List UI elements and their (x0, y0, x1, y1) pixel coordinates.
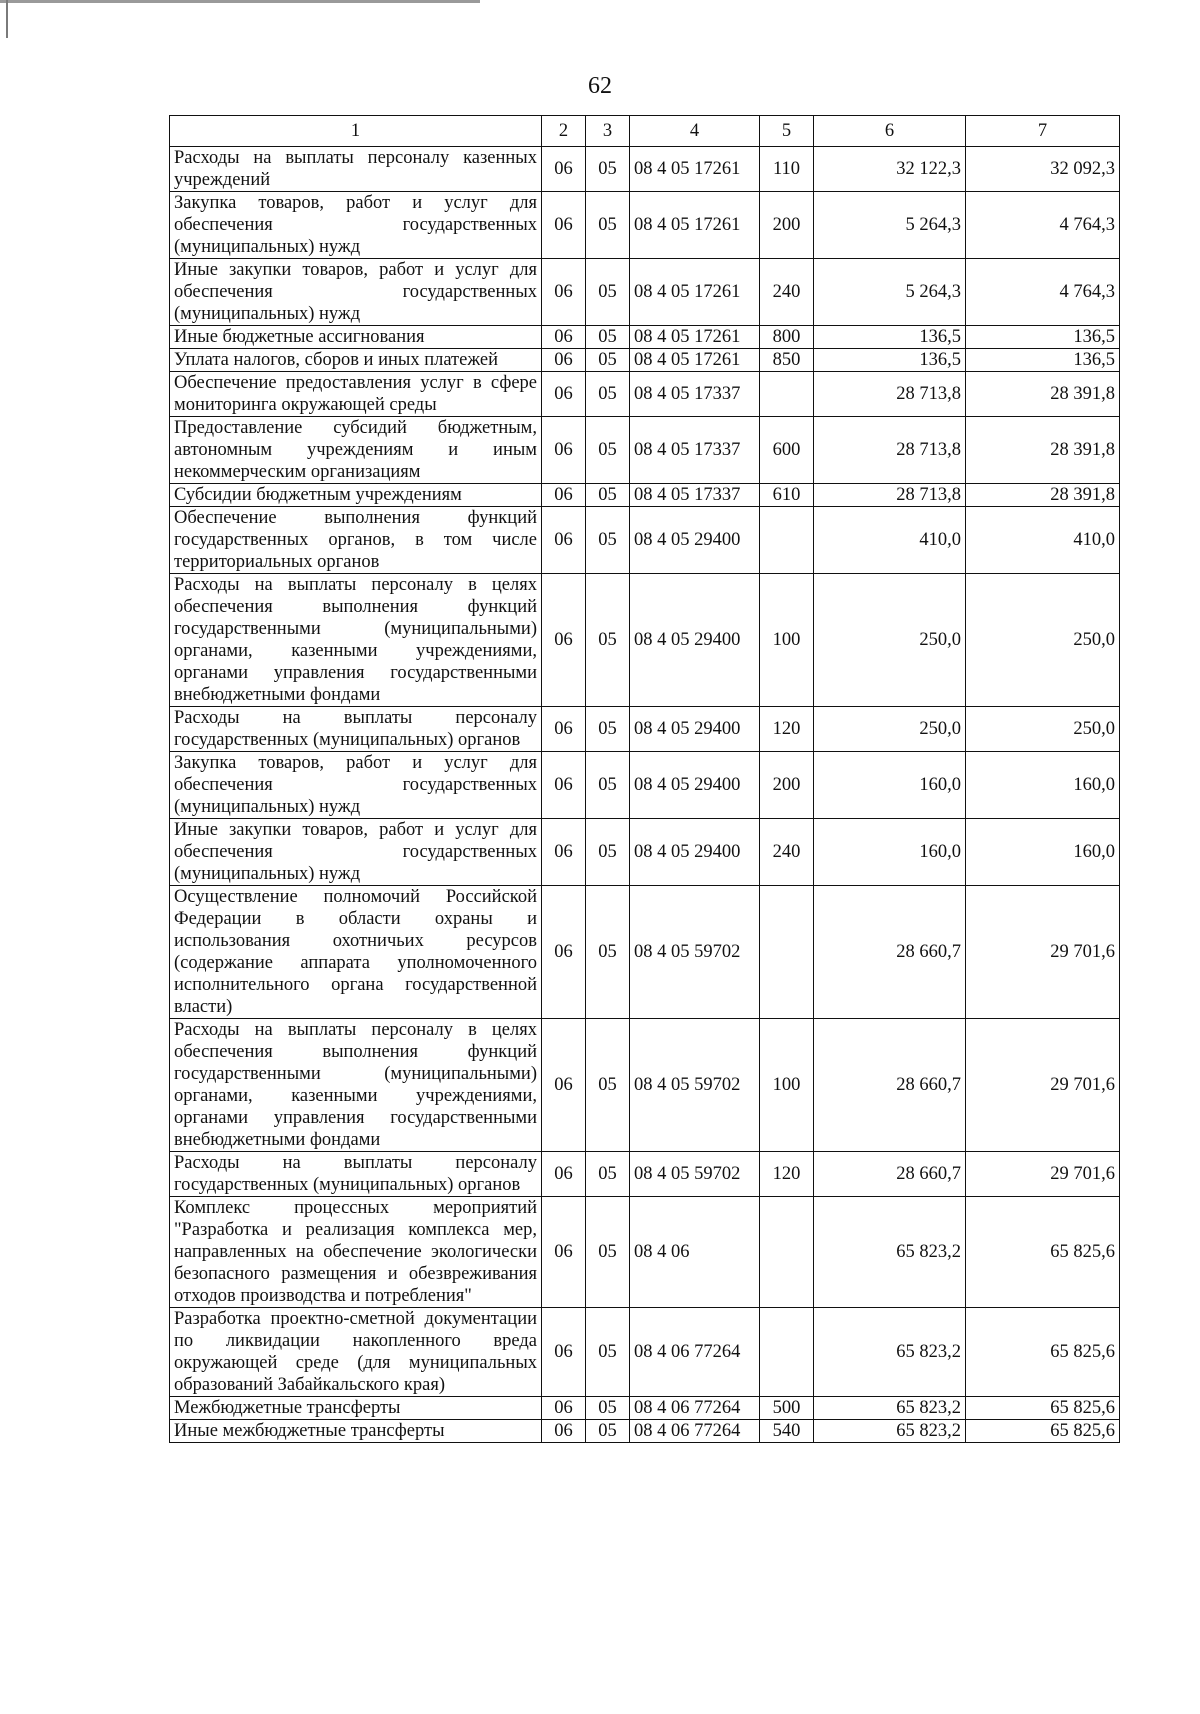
amount-year2-cell: 136,5 (966, 326, 1120, 349)
amount-year2-cell: 4 764,3 (966, 259, 1120, 326)
subsection-code-cell: 05 (586, 192, 630, 259)
table-row (170, 886, 1120, 1019)
expense-type-cell: 110 (760, 147, 814, 192)
subsection-code-cell: 05 (586, 886, 630, 1019)
amount-year2-cell: 136,5 (966, 349, 1120, 372)
target-article-cell: 08 4 05 29400 (630, 507, 760, 574)
row-name-cell: Комплекс процессных мероприятий "Разработка и реализация комплекса мер, направленных на обеспечение экологически безопасного размещения и обезвреживания отходов производства и потребления" (170, 1197, 542, 1308)
amount-year2-cell: 250,0 (966, 707, 1120, 752)
section-code-cell: 06 (542, 507, 586, 574)
section-code-cell: 06 (542, 707, 586, 752)
amount-year2-cell: 65 825,6 (966, 1197, 1120, 1308)
section-code-cell: 06 (542, 372, 586, 417)
target-article-cell: 08 4 05 29400 (630, 707, 760, 752)
amount-year1-cell: 136,5 (814, 349, 966, 372)
table-row (170, 1152, 1120, 1197)
amount-year1-cell: 5 264,3 (814, 192, 966, 259)
expense-type-cell: 850 (760, 349, 814, 372)
amount-year2-cell: 160,0 (966, 752, 1120, 819)
amount-year1-cell: 410,0 (814, 507, 966, 574)
section-code-cell: 06 (542, 1197, 586, 1308)
target-article-cell: 08 4 05 59702 (630, 886, 760, 1019)
expense-type-cell: 100 (760, 574, 814, 707)
expense-type-cell: 100 (760, 1019, 814, 1152)
row-name-cell: Расходы на выплаты персоналу в целях обеспечения выполнения функций государственными (муниципальными) органами, казенными учреждениями, органами управления государственными внебюджетными фондами (170, 574, 542, 707)
target-article-cell: 08 4 05 17337 (630, 484, 760, 507)
section-code-cell: 06 (542, 1420, 586, 1443)
column-header: 7 (966, 116, 1120, 147)
row-name-cell: Разработка проектно-сметной документации по ликвидации накопленного вреда окружающей среде (для муниципальных образований Забайкальского края) (170, 1308, 542, 1397)
row-name-cell: Расходы на выплаты персоналу государственных (муниципальных) органов (170, 1152, 542, 1197)
row-name-cell: Расходы на выплаты персоналу государственных (муниципальных) органов (170, 707, 542, 752)
amount-year2-cell: 160,0 (966, 819, 1120, 886)
page-number: 62 (588, 73, 612, 99)
expense-type-cell: 600 (760, 417, 814, 484)
section-code-cell: 06 (542, 417, 586, 484)
row-name-cell: Закупка товаров, работ и услуг для обеспечения государственных (муниципальных) нужд (170, 192, 542, 259)
amount-year2-cell: 4 764,3 (966, 192, 1120, 259)
amount-year1-cell: 5 264,3 (814, 259, 966, 326)
amount-year1-cell: 250,0 (814, 707, 966, 752)
table-row (170, 574, 1120, 707)
expense-type-cell: 500 (760, 1397, 814, 1420)
subsection-code-cell: 05 (586, 707, 630, 752)
expense-type-cell: 120 (760, 707, 814, 752)
amount-year1-cell: 250,0 (814, 574, 966, 707)
amount-year1-cell: 65 823,2 (814, 1397, 966, 1420)
amount-year1-cell: 65 823,2 (814, 1197, 966, 1308)
target-article-cell: 08 4 06 (630, 1197, 760, 1308)
row-name-cell: Уплата налогов, сборов и иных платежей (170, 349, 542, 372)
amount-year2-cell: 28 391,8 (966, 372, 1120, 417)
subsection-code-cell: 05 (586, 752, 630, 819)
section-code-cell: 06 (542, 484, 586, 507)
section-code-cell: 06 (542, 326, 586, 349)
section-code-cell: 06 (542, 1019, 586, 1152)
subsection-code-cell: 05 (586, 1397, 630, 1420)
amount-year1-cell: 65 823,2 (814, 1420, 966, 1443)
table-row (170, 1420, 1120, 1443)
expense-type-cell (760, 886, 814, 1019)
table-row (170, 1019, 1120, 1152)
target-article-cell: 08 4 05 17261 (630, 147, 760, 192)
amount-year2-cell: 65 825,6 (966, 1420, 1120, 1443)
row-name-cell: Предоставление субсидий бюджетным, автономным учреждениям и иным некоммерческим организациям (170, 417, 542, 484)
table-row (170, 819, 1120, 886)
expense-type-cell (760, 1308, 814, 1397)
expense-type-cell: 610 (760, 484, 814, 507)
expense-type-cell: 540 (760, 1420, 814, 1443)
expense-type-cell: 200 (760, 192, 814, 259)
subsection-code-cell: 05 (586, 1308, 630, 1397)
subsection-code-cell: 05 (586, 1197, 630, 1308)
row-name-cell: Межбюджетные трансферты (170, 1397, 542, 1420)
budget-table (169, 115, 1120, 1443)
column-header: 3 (586, 116, 630, 147)
target-article-cell: 08 4 06 77264 (630, 1420, 760, 1443)
section-code-cell: 06 (542, 819, 586, 886)
column-header: 2 (542, 116, 586, 147)
table-row (170, 1197, 1120, 1308)
amount-year2-cell: 250,0 (966, 574, 1120, 707)
amount-year2-cell: 32 092,3 (966, 147, 1120, 192)
row-name-cell: Иные бюджетные ассигнования (170, 326, 542, 349)
amount-year2-cell: 65 825,6 (966, 1397, 1120, 1420)
section-code-cell: 06 (542, 574, 586, 707)
column-header: 6 (814, 116, 966, 147)
table-row (170, 349, 1120, 372)
expense-type-cell (760, 507, 814, 574)
amount-year1-cell: 28 660,7 (814, 886, 966, 1019)
subsection-code-cell: 05 (586, 507, 630, 574)
expense-type-cell (760, 372, 814, 417)
column-header: 5 (760, 116, 814, 147)
target-article-cell: 08 4 05 17261 (630, 192, 760, 259)
table-body (170, 147, 1120, 1443)
section-code-cell: 06 (542, 886, 586, 1019)
amount-year1-cell: 28 660,7 (814, 1152, 966, 1197)
table-row (170, 147, 1120, 192)
header-row (170, 116, 1120, 147)
subsection-code-cell: 05 (586, 326, 630, 349)
target-article-cell: 08 4 06 77264 (630, 1397, 760, 1420)
row-name-cell: Обеспечение выполнения функций государственных органов, в том числе территориальных органов (170, 507, 542, 574)
scan-edge-top (0, 0, 480, 3)
subsection-code-cell: 05 (586, 574, 630, 707)
subsection-code-cell: 05 (586, 259, 630, 326)
target-article-cell: 08 4 05 17261 (630, 326, 760, 349)
row-name-cell: Расходы на выплаты персоналу казенных учреждений (170, 147, 542, 192)
table-row (170, 372, 1120, 417)
expense-type-cell (760, 1197, 814, 1308)
subsection-code-cell: 05 (586, 349, 630, 372)
table-row (170, 1397, 1120, 1420)
amount-year1-cell: 28 660,7 (814, 1019, 966, 1152)
table-row (170, 1308, 1120, 1397)
table-header (170, 116, 1120, 147)
target-article-cell: 08 4 05 17337 (630, 372, 760, 417)
subsection-code-cell: 05 (586, 372, 630, 417)
amount-year1-cell: 160,0 (814, 819, 966, 886)
row-name-cell: Субсидии бюджетным учреждениям (170, 484, 542, 507)
section-code-cell: 06 (542, 147, 586, 192)
expense-type-cell: 240 (760, 259, 814, 326)
table-row (170, 484, 1120, 507)
section-code-cell: 06 (542, 349, 586, 372)
amount-year1-cell: 28 713,8 (814, 372, 966, 417)
target-article-cell: 08 4 05 59702 (630, 1019, 760, 1152)
table-row (170, 417, 1120, 484)
table-row (170, 192, 1120, 259)
subsection-code-cell: 05 (586, 819, 630, 886)
section-code-cell: 06 (542, 1152, 586, 1197)
table-row (170, 752, 1120, 819)
subsection-code-cell: 05 (586, 1019, 630, 1152)
amount-year1-cell: 28 713,8 (814, 417, 966, 484)
amount-year1-cell: 32 122,3 (814, 147, 966, 192)
subsection-code-cell: 05 (586, 1420, 630, 1443)
amount-year1-cell: 136,5 (814, 326, 966, 349)
row-name-cell: Обеспечение предоставления услуг в сфере мониторинга окружающей среды (170, 372, 542, 417)
target-article-cell: 08 4 05 17337 (630, 417, 760, 484)
row-name-cell: Иные закупки товаров, работ и услуг для обеспечения государственных (муниципальных) нужд (170, 259, 542, 326)
amount-year2-cell: 29 701,6 (966, 1019, 1120, 1152)
row-name-cell: Осуществление полномочий Российской Федерации в области охраны и использования охотничьих ресурсов (содержание аппарата уполномоченного исполнительного органа государственной власти) (170, 886, 542, 1019)
subsection-code-cell: 05 (586, 484, 630, 507)
amount-year2-cell: 29 701,6 (966, 1152, 1120, 1197)
table-row (170, 326, 1120, 349)
section-code-cell: 06 (542, 259, 586, 326)
table-row (170, 507, 1120, 574)
amount-year2-cell: 28 391,8 (966, 484, 1120, 507)
amount-year2-cell: 29 701,6 (966, 886, 1120, 1019)
target-article-cell: 08 4 05 59702 (630, 1152, 760, 1197)
subsection-code-cell: 05 (586, 147, 630, 192)
row-name-cell: Иные межбюджетные трансферты (170, 1420, 542, 1443)
section-code-cell: 06 (542, 1308, 586, 1397)
target-article-cell: 08 4 05 29400 (630, 819, 760, 886)
section-code-cell: 06 (542, 752, 586, 819)
amount-year2-cell: 410,0 (966, 507, 1120, 574)
target-article-cell: 08 4 05 17261 (630, 349, 760, 372)
target-article-cell: 08 4 06 77264 (630, 1308, 760, 1397)
subsection-code-cell: 05 (586, 1152, 630, 1197)
expense-type-cell: 800 (760, 326, 814, 349)
column-header: 1 (170, 116, 542, 147)
row-name-cell: Закупка товаров, работ и услуг для обеспечения государственных (муниципальных) нужд (170, 752, 542, 819)
subsection-code-cell: 05 (586, 417, 630, 484)
column-header: 4 (630, 116, 760, 147)
row-name-cell: Иные закупки товаров, работ и услуг для обеспечения государственных (муниципальных) нужд (170, 819, 542, 886)
section-code-cell: 06 (542, 192, 586, 259)
amount-year2-cell: 65 825,6 (966, 1308, 1120, 1397)
target-article-cell: 08 4 05 29400 (630, 574, 760, 707)
table-row (170, 707, 1120, 752)
expense-type-cell: 200 (760, 752, 814, 819)
amount-year1-cell: 65 823,2 (814, 1308, 966, 1397)
scan-edge-left (6, 0, 8, 38)
amount-year1-cell: 160,0 (814, 752, 966, 819)
table-row (170, 259, 1120, 326)
row-name-cell: Расходы на выплаты персоналу в целях обеспечения выполнения функций государственными (муниципальными) органами, казенными учреждениями, органами управления государственными внебюджетными фондами (170, 1019, 542, 1152)
section-code-cell: 06 (542, 1397, 586, 1420)
target-article-cell: 08 4 05 17261 (630, 259, 760, 326)
expense-type-cell: 240 (760, 819, 814, 886)
amount-year2-cell: 28 391,8 (966, 417, 1120, 484)
amount-year1-cell: 28 713,8 (814, 484, 966, 507)
target-article-cell: 08 4 05 29400 (630, 752, 760, 819)
expense-type-cell: 120 (760, 1152, 814, 1197)
